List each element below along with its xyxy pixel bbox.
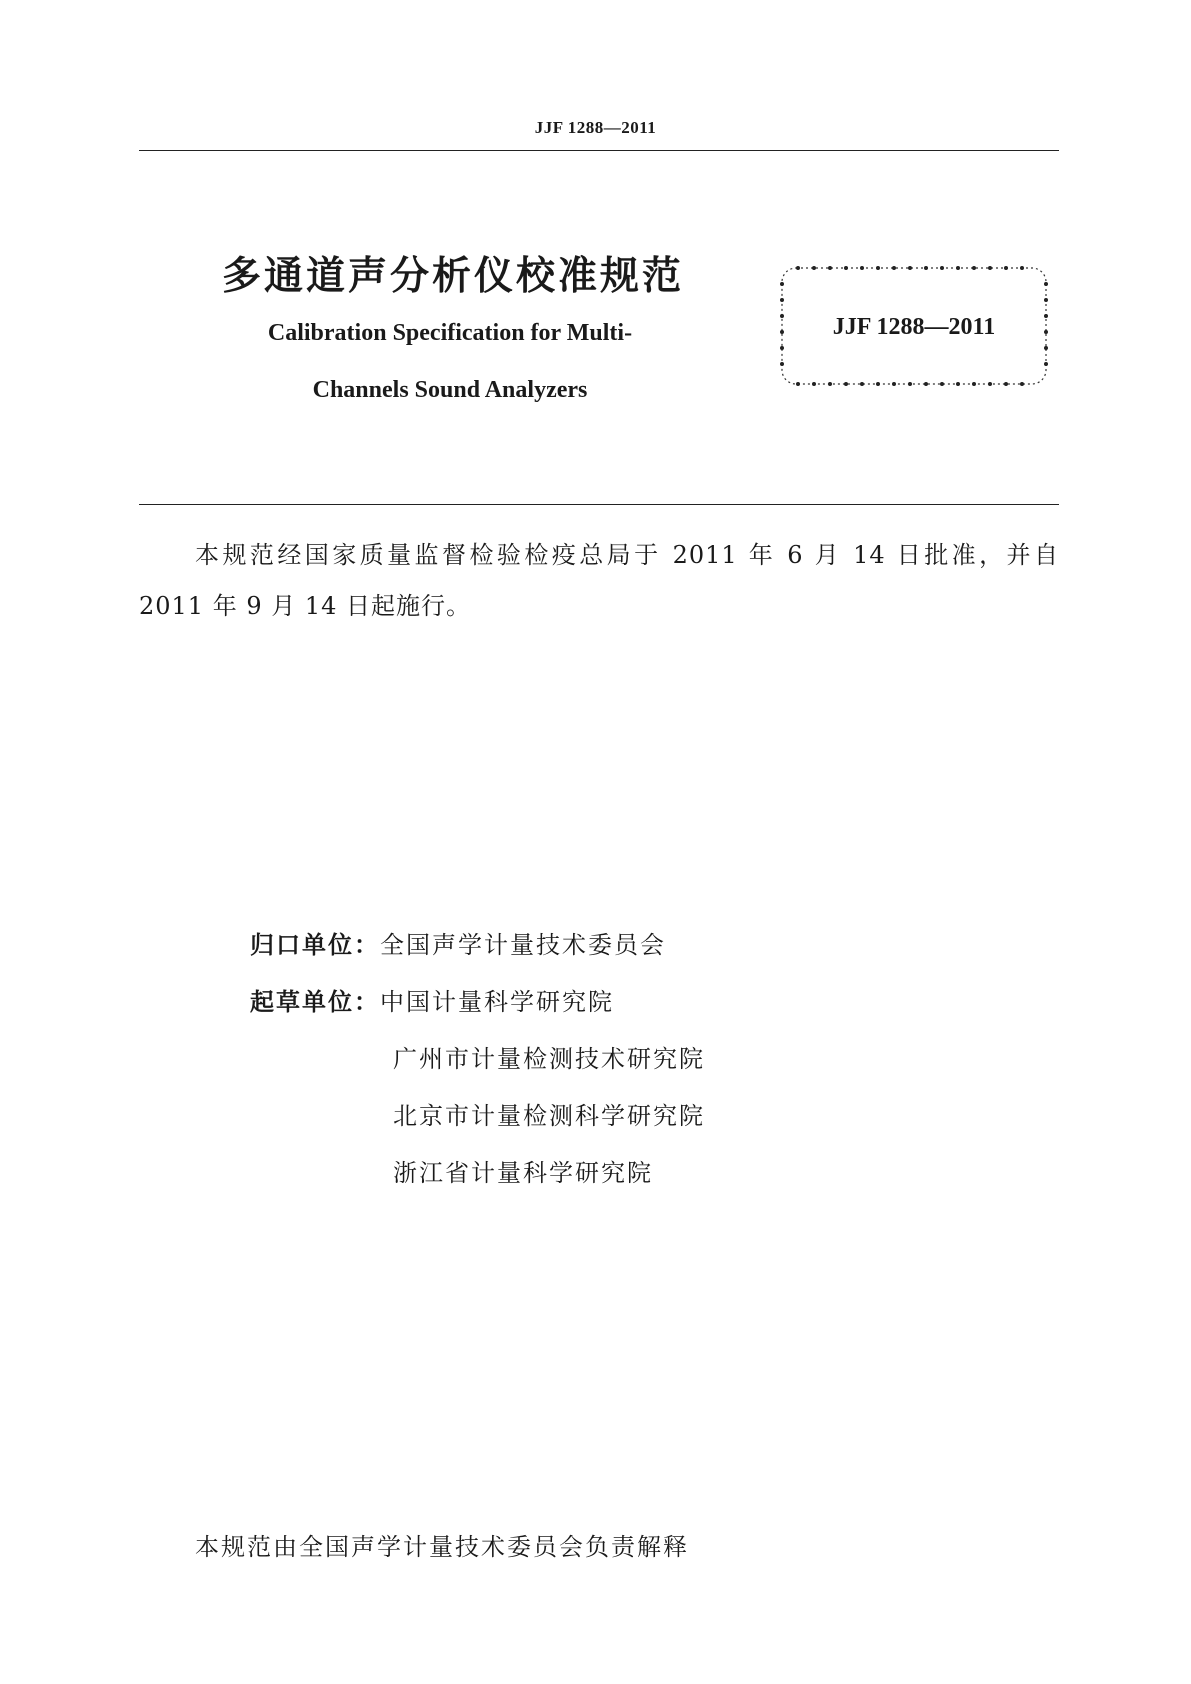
border-dot xyxy=(972,382,976,386)
drafting-unit-1: 中国计量科学研究院 xyxy=(380,988,614,1016)
responsible-unit-value: 全国声学计量技术委员会 xyxy=(380,931,666,959)
border-dot xyxy=(956,266,960,270)
interpretation-note: 本规范由全国声学计量技术委员会负责解释 xyxy=(195,1533,689,1561)
border-dot xyxy=(908,382,912,386)
border-dot xyxy=(924,266,928,270)
approval-statement: 本规范经国家质量监督检验检疫总局于 2011 年 6 月 14 日批准，并自 2011 年 9 月 14 日起施行。 xyxy=(139,541,1059,620)
title-english-line-2: Channels Sound Analyzers xyxy=(312,377,588,403)
drafting-unit-4: 浙江省计量科学研究院 xyxy=(393,1159,653,1187)
border-dot xyxy=(1044,346,1048,350)
border-dot xyxy=(988,382,992,386)
border-dot xyxy=(1044,282,1048,286)
border-dot xyxy=(892,382,896,386)
border-dot xyxy=(828,266,832,270)
responsible-unit-row xyxy=(250,925,666,965)
border-dot xyxy=(860,382,864,386)
drafting-unit-label: 起草单位： xyxy=(250,988,380,1016)
border-dot xyxy=(812,266,816,270)
border-dot xyxy=(860,266,864,270)
border-dot xyxy=(1044,362,1048,366)
code-frame xyxy=(776,262,1052,390)
border-dot xyxy=(940,382,944,386)
section-rule xyxy=(139,504,1059,505)
border-dot xyxy=(892,266,896,270)
running-header-code: JJF 1288—2011 xyxy=(534,118,657,137)
drafting-unit-row xyxy=(250,982,614,1022)
border-dot xyxy=(1020,382,1024,386)
title-english-line-1: Calibration Specification for Multi- xyxy=(267,320,633,346)
title-chinese: 多通道声分析仪校准规范 xyxy=(222,254,685,299)
border-dot xyxy=(1020,266,1024,270)
border-dot xyxy=(780,298,784,302)
border-dot xyxy=(908,266,912,270)
border-dot xyxy=(780,282,784,286)
border-dot xyxy=(1004,266,1008,270)
border-dot xyxy=(780,362,784,366)
border-dot xyxy=(924,382,928,386)
border-dot xyxy=(876,382,880,386)
border-dot xyxy=(796,382,800,386)
border-dot xyxy=(844,382,848,386)
border-dot xyxy=(972,266,976,270)
border-dot xyxy=(876,266,880,270)
border-dot xyxy=(988,266,992,270)
border-dot xyxy=(796,266,800,270)
border-dot xyxy=(812,382,816,386)
border-dot xyxy=(828,382,832,386)
code-box-text: JJF 1288—2011 xyxy=(832,314,996,340)
border-dot xyxy=(780,346,784,350)
border-dot xyxy=(940,266,944,270)
border-dot xyxy=(844,266,848,270)
responsible-unit-label: 归口单位： xyxy=(250,931,380,959)
drafting-unit-3: 北京市计量检测科学研究院 xyxy=(393,1102,705,1130)
border-dot xyxy=(956,382,960,386)
drafting-unit-2: 广州市计量检测技术研究院 xyxy=(393,1045,705,1073)
header-rule xyxy=(139,150,1059,151)
border-dot xyxy=(1044,298,1048,302)
border-dot xyxy=(1004,382,1008,386)
